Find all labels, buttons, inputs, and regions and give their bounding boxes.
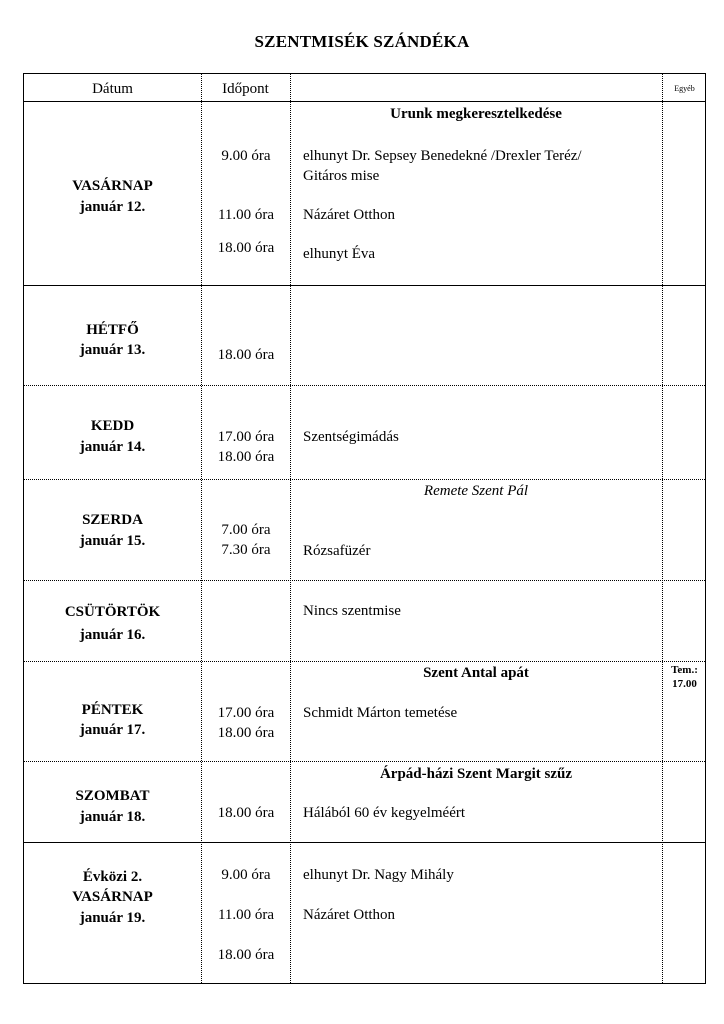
schedule-table — [23, 73, 706, 984]
mass-intention: Szentségimádás — [303, 429, 399, 445]
day-date: január 15. — [79, 533, 146, 549]
mass-time: 11.00 óra — [217, 907, 275, 923]
header-date: Dátum — [92, 81, 133, 97]
mass-time: 9.00 óra — [221, 148, 271, 164]
header-time: Időpont — [222, 81, 269, 97]
mass-intention: elhunyt Éva — [303, 246, 376, 262]
row-divider — [24, 842, 705, 843]
mass-time: 9.00 óra — [221, 867, 271, 883]
day-name: VASÁRNAP — [72, 889, 153, 905]
mass-intention: Hálából 60 év kegyelméért — [303, 805, 466, 821]
feast-label: Urunk megkeresztelkedése — [390, 106, 562, 122]
header-other: Egyéb — [674, 84, 695, 93]
other-note: 17.00 — [672, 678, 697, 690]
mass-time: 18.00 óra — [217, 240, 275, 256]
day-name: KEDD — [90, 418, 135, 434]
day-date: január 18. — [79, 809, 146, 825]
row-divider — [24, 385, 705, 386]
day-name: Évközi 2. — [82, 869, 143, 885]
mass-time: 7.30 óra — [221, 542, 271, 558]
mass-intention: Názáret Otthon — [303, 207, 396, 223]
feast-label: Remete Szent Pál — [423, 483, 529, 499]
day-name: VASÁRNAP — [72, 178, 153, 194]
other-note: Tem.: — [671, 664, 698, 676]
row-divider — [24, 761, 705, 762]
mass-intention: Rózsafüzér — [303, 543, 371, 559]
day-name: SZERDA — [82, 512, 143, 528]
mass-intention: Názáret Otthon — [303, 907, 396, 923]
mass-time: 18.00 óra — [217, 347, 275, 363]
day-date: január 16. — [79, 627, 146, 643]
mass-time: 18.00 óra — [217, 805, 275, 821]
mass-intention: Gitáros mise — [303, 168, 380, 184]
row-divider — [24, 661, 705, 662]
day-date: január 19. — [79, 910, 146, 926]
day-name: HÉTFŐ — [86, 322, 139, 338]
mass-intention: Schmidt Márton temetése — [303, 705, 458, 721]
mass-time: 11.00 óra — [217, 207, 275, 223]
mass-intention: Nincs szentmise — [303, 603, 401, 619]
day-name: CSÜTÖRTÖK — [64, 604, 161, 620]
row-divider — [24, 479, 705, 480]
day-date: január 13. — [79, 342, 146, 358]
day-date: január 14. — [79, 439, 146, 455]
column-divider — [662, 74, 663, 983]
mass-time: 18.00 óra — [217, 725, 275, 741]
mass-intention: elhunyt Dr. Sepsey Benedekné /Drexler Teréz/ — [303, 148, 582, 164]
header-divider — [24, 101, 705, 102]
row-divider — [24, 285, 705, 286]
mass-time: 18.00 óra — [217, 449, 275, 465]
page-title: SZENTMISÉK SZÁNDÉKA — [254, 32, 470, 51]
mass-time: 18.00 óra — [217, 947, 275, 963]
mass-time: 17.00 óra — [217, 705, 275, 721]
mass-intention: elhunyt Dr. Nagy Mihály — [303, 867, 454, 883]
day-date: január 12. — [79, 199, 146, 215]
feast-label: Szent Antal apát — [423, 665, 529, 681]
mass-time: 7.00 óra — [221, 522, 271, 538]
day-name: SZOMBAT — [75, 788, 150, 804]
day-date: január 17. — [79, 722, 146, 738]
row-divider — [24, 580, 705, 581]
day-name: PÉNTEK — [81, 702, 144, 718]
feast-label: Árpád-házi Szent Margit szűz — [379, 766, 573, 782]
mass-time: 17.00 óra — [217, 429, 275, 445]
